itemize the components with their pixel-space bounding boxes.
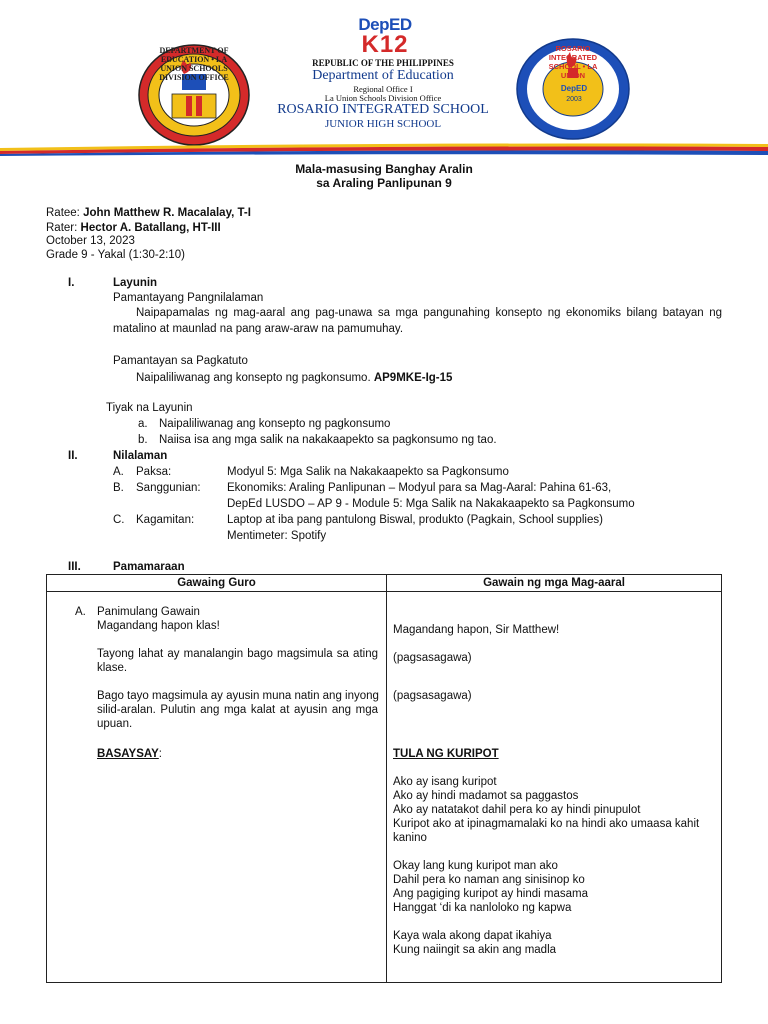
department-heading: Department of Education [312,68,454,83]
ratee-value: John Matthew R. Macalalay, T-I [83,207,251,219]
objective-a-letter: a. [138,418,148,430]
poem-line: Ako ay isang kuripot [393,776,497,788]
grade-section: Grade 9 - Yakal (1:30-2:10) [46,249,185,261]
rater-line [46,221,221,235]
content-standard-text-line2: matalino at maunlad na pang araw-araw na pamumuhay. [113,323,404,335]
teacher-column-header: Gawaing Guro [47,575,387,592]
rater-label: Rater: [46,222,81,234]
right-seal-center-text: DepED [560,84,588,93]
lesson-plan-subtitle: sa Araling Panlipunan 9 [316,176,452,190]
poem-line: kanino [393,832,427,844]
content-c-value-line2: Mentimeter: Spotify [227,530,327,542]
student-column-header: Gawain ng mga Mag-aaral [387,575,722,592]
content-a-value: Modyul 5: Mga Salik na Nakakaapekto sa Pagkonsumo [227,466,509,478]
header-color-stripe [0,142,768,156]
content-a-letter: A. [113,466,124,478]
student-action-1: (pagsasagawa) [393,652,472,664]
student-activities-cell [387,592,722,983]
poem-line: Hanggat ‘di ka nanloloko ng kapwa [393,902,572,914]
poem-line: Kaya wala akong dapat ikahiya [393,930,552,942]
procedure-table-header-row [47,575,722,592]
learning-competency-text [136,371,452,385]
k12-logo-word: K12 [361,31,409,58]
section-1-number: I. [68,277,75,289]
school-level-heading: JUNIOR HIGH SCHOOL [324,118,442,130]
regional-office-heading: Regional Office I [353,84,413,94]
deped-logo-word: DepED [358,15,412,34]
content-b-letter: B. [113,482,124,494]
section-1-title: Layunin [113,277,158,289]
school-name-heading: ROSARIO INTEGRATED SCHOOL [277,102,489,117]
learning-competency-statement: Naipaliliwanag ang konsepto ng pagkonsumo. [136,372,374,384]
rater-value: Hector A. Batallang, HT-III [80,222,221,234]
activity-a-letter: A. [75,606,86,618]
teacher-arrange-line2: silid-aralan. Pulutin ang mga kalat at ayusin ang mga [97,704,378,716]
content-b-value-line1: Ekonomiks: Araling Panlipunan – Modyul para sa Mag-Aaral: Pahina 61-63, [227,482,612,494]
poem-line: Ako ay natatakot dahil pera ko ay hindi pinupulot [393,804,641,816]
poem-title: TULA NG KURIPOT [393,748,499,760]
republic-heading: REPUBLIC OF THE PHILIPPINES [312,58,454,68]
teacher-arrange-line3: upuan. [97,718,133,730]
section-3-number: III. [68,561,81,573]
basaysay-colon: : [158,748,162,760]
objective-b-letter: b. [138,434,148,446]
student-greeting-reply: Magandang hapon, Sir Matthew! [393,624,560,636]
specific-objectives-heading: Tiyak na Layunin [106,402,193,414]
content-b-value-line2: DepEd LUSDO – AP 9 - Module 5: Mga Salik na Nakakaapekto sa Pagkonsumo [227,498,635,510]
activity-a-title: Panimulang Gawain [97,606,200,618]
teacher-greeting: Magandang hapon klas! [97,620,220,632]
poem-line: Dahil pera ko naman ang sinisinop ko [393,874,585,886]
ratee-line [46,206,251,220]
competency-code: AP9MKE-Ig-15 [373,372,453,384]
teacher-prayer-line2: klase. [97,662,128,674]
student-action-2: (pagsasagawa) [393,690,472,702]
poem-stanza-break [393,845,718,859]
objective-b-text: Naiisa isa ang mga salik na nakakaapekto sa pagkonsumo ng tao. [159,434,497,446]
poem-line: Kung naiingit sa akin ang madla [393,944,557,956]
right-seal-text: ROSARIO INTEGRATED SCHOOL • LA UNION [548,44,598,80]
section-2-title: Nilalaman [113,450,168,462]
objective-a-text: Naipaliliwanag ang konsepto ng pagkonsumo [159,418,391,430]
left-seal-text: DEPARTMENT OF EDUCATION • LA UNION SCHOOLS DIVISION OFFICE [159,46,229,82]
content-c-value-line1: Laptop at iba pang pantulong Biswal, produkto (Pagkain, School supplies) [227,514,603,526]
division-heading: La Union Schools Division Office [324,93,442,103]
content-c-label: Kagamitan: [136,514,195,526]
content-standard-heading: Pamantayang Pangnilalaman [113,292,264,304]
poem-line: Ako ay hindi madamot sa paggastos [393,790,579,802]
teacher-activities-cell [47,592,387,983]
deped-k12-logo-text [340,16,430,56]
poem-line: Kuripot ako at ipinagmamalaki ko na hindi ako umaasa kahit [393,818,700,830]
procedure-table-body-row [47,592,722,983]
lesson-plan-title: Mala-masusing Banghay Aralin [295,162,473,176]
content-b-label: Sanggunian: [136,482,201,494]
section-3-title: Pamamaraan [113,561,185,573]
ratee-label: Ratee: [46,207,84,219]
content-a-label: Paksa: [136,466,172,478]
section-2-number: II. [68,450,78,462]
basaysay-heading: BASAYSAY [97,748,159,760]
teacher-arrange-line1: Bago tayo magsimula ay ayusin muna natin ang inyong [97,690,379,702]
right-seal-year: 2003 [566,96,582,103]
content-standard-text-line1: Naipapamalas ng mag-aaral ang pag-unawa sa mga pangunahing konsepto ng ekonomiks bilang batayan ng [136,307,722,319]
poem-line: Okay lang kung kuripot man ako [393,860,558,872]
procedure-table [46,574,722,983]
poem-stanza-break [393,915,718,929]
lesson-date: October 13, 2023 [46,235,135,247]
content-c-letter: C. [113,514,125,526]
basaysay-label [97,747,162,761]
teacher-prayer-line1: Tayong lahat ay manalangin bago magsimula sa ating [97,648,378,660]
learning-competency-heading: Pamantayan sa Pagkatuto [113,355,248,367]
poem-body [393,775,718,957]
poem-line: Ang pagiging kuripot ay hindi masama [393,888,588,900]
